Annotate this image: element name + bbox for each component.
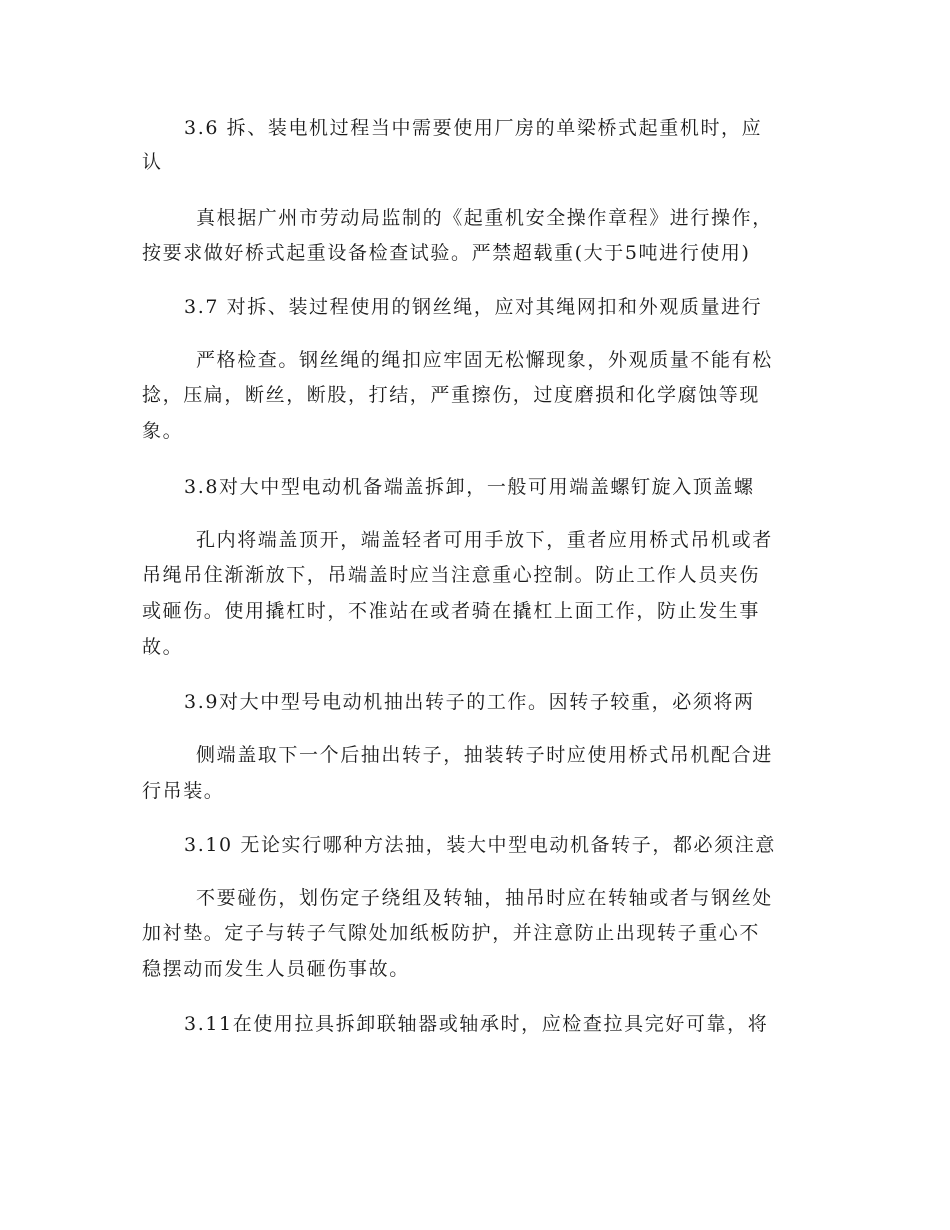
text-line: 3.9对大中型号电动机抽出转子的工作。因转子较重，必须将两: [184, 691, 755, 713]
text-line: 按要求做好桥式起重设备检查试验。严禁超载重(大于5吨进行使用): [142, 242, 751, 264]
text-line: 加衬垫。定子与转子气隙处加纸板防护，并注意防止出现转子重心不: [142, 922, 761, 944]
text-line: 或砸伤。使用撬杠时，不准站在或者骑在撬杠上面工作，防止发生事: [142, 600, 761, 622]
text-line: 认: [142, 151, 163, 173]
text-line: 象。: [142, 420, 184, 442]
text-line: 稳摆动而发生人员砸伤事故。: [142, 958, 410, 980]
text-line: 3.11在使用拉具拆卸联轴器或轴承时，应检查拉具完好可靠，将: [184, 1013, 769, 1035]
text-line: 吊绳吊住渐渐放下，吊端盖时应当注意重心控制。防止工作人员夹伤: [142, 564, 761, 586]
text-line: 3.10 无论实行哪种方法抽，装大中型电动机备转子，都必须注意: [184, 834, 776, 856]
text-line: 故。: [142, 636, 184, 658]
text-line: 严格检查。钢丝绳的绳扣应牢固无松懈现象，外观质量不能有松: [196, 349, 773, 371]
text-line: 3.6 拆、装电机过程当中需要使用厂房的单梁桥式起重机时，应: [184, 117, 763, 139]
text-line: 孔内将端盖顶开，端盖轻者可用手放下，重者应用桥式吊机或者: [196, 529, 773, 551]
text-line: 不要碰伤，划伤定子绕组及转轴，抽吊时应在转轴或者与钢丝处: [196, 887, 773, 909]
text-line: 行吊装。: [142, 780, 225, 802]
text-line: 侧端盖取下一个后抽出转子，抽装转子时应使用桥式吊机配合进: [196, 744, 773, 766]
text-line: 真根据广州市劳动局监制的《起重机安全操作章程》进行操作，: [196, 207, 773, 229]
text-line: 3.8对大中型电动机备端盖拆卸，一般可用端盖螺钉旋入顶盖螺: [184, 476, 755, 498]
text-line: 捻，压扁，断丝，断股，打结，严重擦伤，过度磨损和化学腐蚀等现: [142, 384, 761, 406]
text-line: 3.7 对拆、装过程使用的钢丝绳，应对其绳网扣和外观质量进行: [184, 296, 763, 318]
